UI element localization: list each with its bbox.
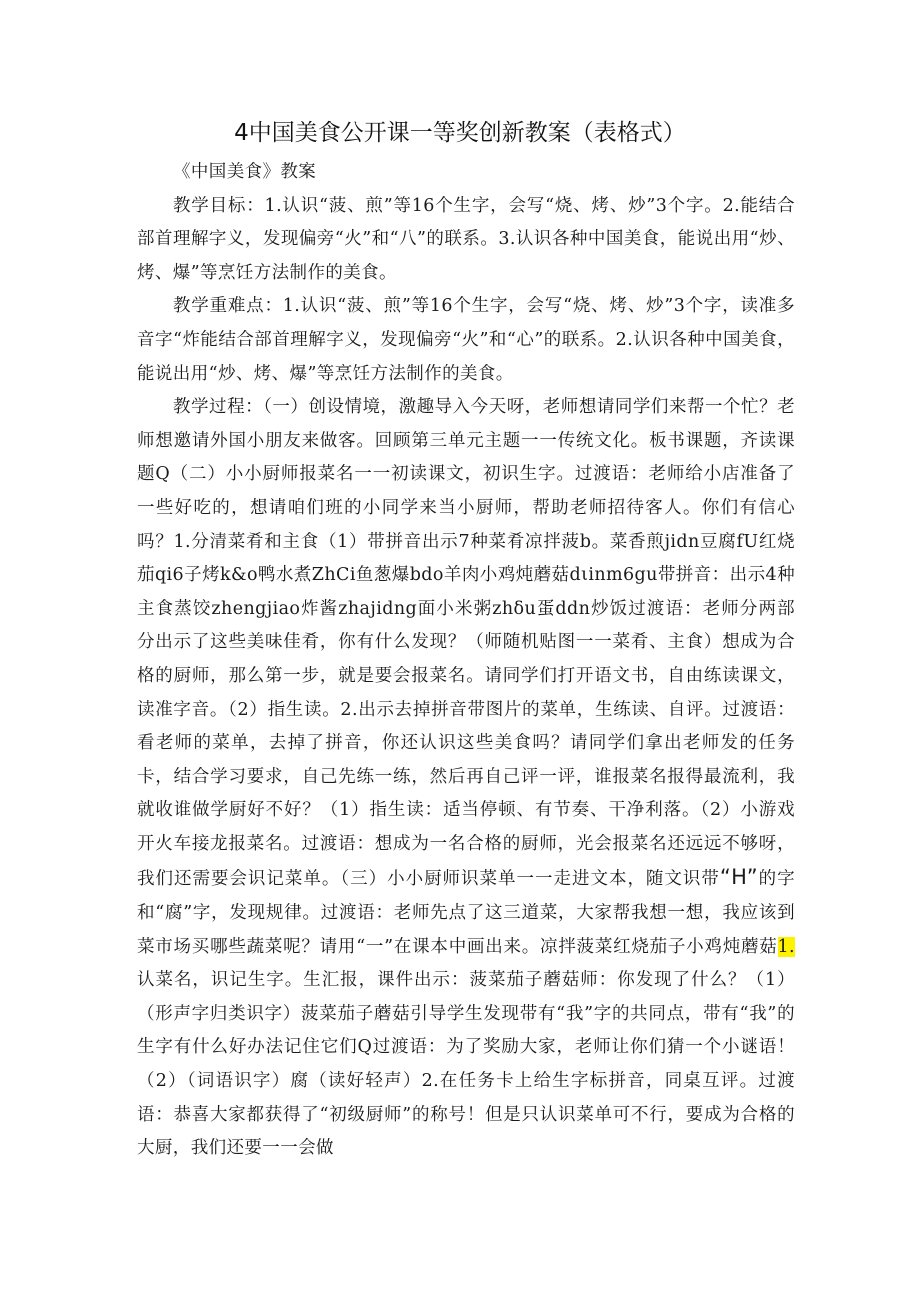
- key-points-paragraph: 教学重难点：1.认识“菠、煎”等16个生字，会写“烧、烤、炒”3个字，读准多音字“炸能结合部首理解字义，发现偏旁“火”和“心”的联系。2.认识各种中国美食，能说出用“炒、烤、爆”等烹饪方法制作的美食。: [137, 296, 795, 384]
- process-text-part-3: 认菜名，识记生字。生汇报，课件出示：菠菜茄子蘑菇师：你发现了什么？（1）（形声字归类识字）菠菜茄子蘑菇引导学生发现带有“我”字的共同点，带有“我”的生字有什么好办法记住它们Q过渡语：为了奖励大家，老师让你们猜一个小谜语！（2）（词语识字）腐（读好轻声）2.在任务卡上给生字标拼音，同桌互评。过渡语：恭喜大家都获得了“初级厨师”的称号！但是只认识菜单可不行，要成为合格的大厨，我们还要一一会做: [137, 970, 795, 1159]
- document-body: [137, 156, 795, 1166]
- process-text-part-1: 教学过程：（一）创设情境，激趣导入今天呀，老师想请同学们来帮一个忙？老师想邀请外国小朋友来做客。回顾第三单元主题一一传统文化。板书课题，齐读课题Q（二）小小厨师报菜名一一初读课文，初识生字。过渡语：老师给小店准备了一些好吃的，想请咱们班的小同学来当小厨师，帮助老师招待客人。你们有信心吗？1.分清菜肴和主食（1）带拼音出示7种菜肴凉拌菠b。菜香煎jidn豆腐fU红烧茄qi6子烤k&o鸭水煮ZhCi鱼葱爆bdo羊肉小鸡炖蘑菇dιinm6gu带拼音：出示4种主食蒸饺zhengjiao炸酱zhajidng面小米粥zhδu蛋ddn炒饭过渡语：老师分两部分出示了这些美味佳肴，你有什么发现？（师随机贴图一一菜肴、主食）想成为合格的厨师，那么第一步，就是要会报菜名。请同学们打开语文书，自由练读课文，读准字音。（2）指生读。2.出示去掉拼音带图片的菜单，生练读、自评。过渡语：看老师的菜单，去掉了拼音，你还认识这些美食吗？请同学们拿出老师发的任务卡，结合学习要求，自己先练一练，然后再自己评一评，谁报菜名报得最流利，我就收谁做学厨好不好？（1）指生读：适当停顿、有节奏、干净利落。（2）小游戏开火车接龙报菜名。过渡语：想成为一名合格的厨师，光会报菜名还远远不够呀，我们还需要会识记菜单。（三）小小厨师识菜单一一走进文本，随文识带: [137, 397, 795, 890]
- highlighted-number: 1.: [777, 936, 795, 957]
- document-title: 4中国美食公开课一等奖创新教案（表格式）: [234, 120, 686, 146]
- process-text-part-2: 的字和“腐”字，发现规律。过渡语：老师先点了这三道菜，大家帮我想一想，我应该到菜市场买哪些蔬菜呢？请用“一”在课本中画出来。凉拌菠菜红烧茄子小鸡炖蘑菇: [137, 869, 795, 957]
- lesson-subtitle: 《中国美食》教案: [173, 162, 317, 182]
- process-quoted-h: “H”: [719, 865, 758, 890]
- teaching-process-paragraph: [137, 391, 795, 1166]
- teaching-goals-paragraph: 教学目标：1.认识“菠、煎”等16个生字，会写“烧、烤、炒”3个字。2.能结合部首理解字义，发现偏旁“火”和“八”的联系。3.认识各种中国美食，能说出用“炒、烤、爆”等烹饪方法制作的美食。: [137, 195, 795, 283]
